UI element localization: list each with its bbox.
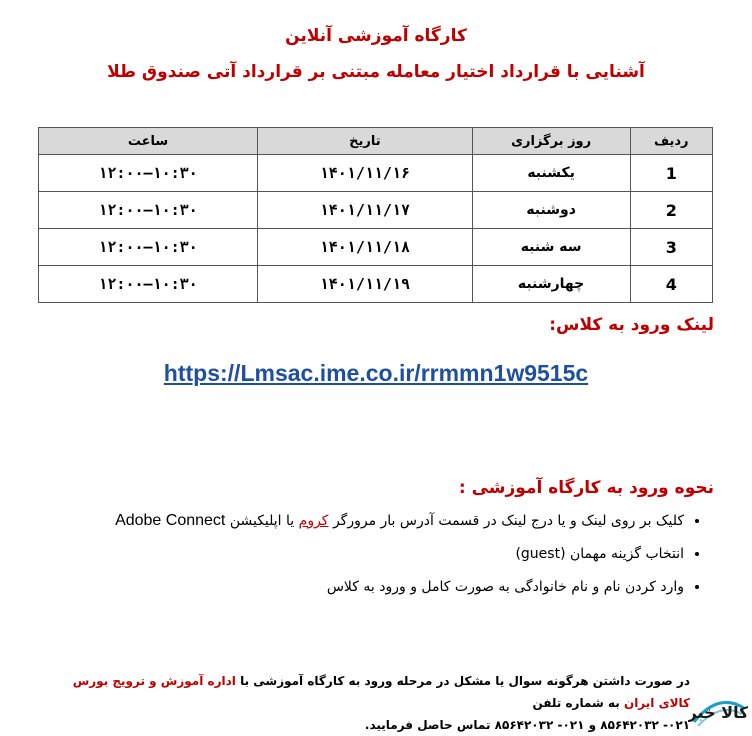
cell-number: 3 [630, 229, 712, 266]
cell-day: یکشنبه [472, 155, 630, 192]
cell-date: ۱۴۰۱/۱۱/۱۹ [258, 266, 473, 303]
header-row-number: ردیف [630, 128, 712, 155]
page-title: کارگاه آموزشی آنلاین [285, 26, 467, 46]
cell-number: 1 [630, 155, 712, 192]
schedule-table [38, 127, 713, 303]
cell-day: سه شنبه [472, 229, 630, 266]
header-date: تاریخ [258, 128, 473, 155]
class-link[interactable]: https://Lmsac.ime.co.ir/rrmmn1w9515c [163, 360, 589, 386]
adobe-connect-label: Adobe Connect [115, 512, 226, 529]
logo-text: کالا خبر [688, 703, 748, 722]
step2-text: انتخاب گزینه مهمان (guest) [515, 546, 684, 562]
list-item [24, 510, 684, 532]
cell-number: 2 [630, 192, 712, 229]
header-day: روز برگزاری [472, 128, 630, 155]
contact-text-2: به شماره تلفن [532, 696, 620, 710]
table-row [39, 229, 713, 266]
cell-number: 4 [630, 266, 712, 303]
cell-date: ۱۴۰۱/۱۱/۱۷ [258, 192, 473, 229]
step1-or-app: یا اپلیکیشن [229, 513, 295, 529]
table-row [39, 266, 713, 303]
table-header-row [39, 128, 713, 155]
contact-note [40, 670, 690, 736]
cell-day: چهارشنبه [472, 266, 630, 303]
cell-day: دوشنبه [472, 192, 630, 229]
cell-time: ۱۰:۳۰–۱۲:۰۰ [39, 266, 258, 303]
class-link-heading: لینک ورود به کلاس: [549, 315, 714, 335]
step1-text: کلیک بر روی لینک و یا درج لینک در قسمت آدرس بار مرورگر [332, 513, 684, 529]
header-time: ساعت [39, 128, 258, 155]
cell-date: ۱۴۰۱/۱۱/۱۶ [258, 155, 473, 192]
list-item [24, 543, 684, 565]
table-row [39, 192, 713, 229]
table-row [39, 155, 713, 192]
how-to-join-heading: نحوه ورود به کارگاه آموزشی : [458, 478, 714, 498]
chrome-browser-label: کروم [298, 513, 329, 529]
cell-date: ۱۴۰۱/۱۱/۱۸ [258, 229, 473, 266]
contact-department: اداره آموزش و ترویج بورس کالای ایران [72, 674, 690, 710]
join-steps-list [24, 510, 702, 609]
page-subtitle: آشنایی با قرارداد اختیار معامله مبتنی بر قرارداد آتی صندوق طلا [107, 62, 645, 82]
cell-time: ۱۰:۳۰–۱۲:۰۰ [39, 229, 258, 266]
kala-khabar-logo [688, 688, 748, 730]
list-item [24, 576, 684, 598]
contact-phones: ۰۲۱- ۸۵۶۴۲۰۳۲ و ۰۲۱- ۸۵۶۴۲۰۳۲ [494, 718, 690, 732]
cell-time: ۱۰:۳۰–۱۲:۰۰ [39, 155, 258, 192]
cell-time: ۱۰:۳۰–۱۲:۰۰ [39, 192, 258, 229]
contact-text-3: تماس حاصل فرمایید. [364, 718, 491, 732]
logo-icon [688, 688, 748, 730]
step3-text: وارد کردن نام و نام خانوادگی به صورت کامل و ورود به کلاس [326, 579, 684, 595]
contact-text-1: در صورت داشتن هرگونه سوال یا مشکل در مرحله ورود به کارگاه آموزشی با [240, 674, 690, 688]
